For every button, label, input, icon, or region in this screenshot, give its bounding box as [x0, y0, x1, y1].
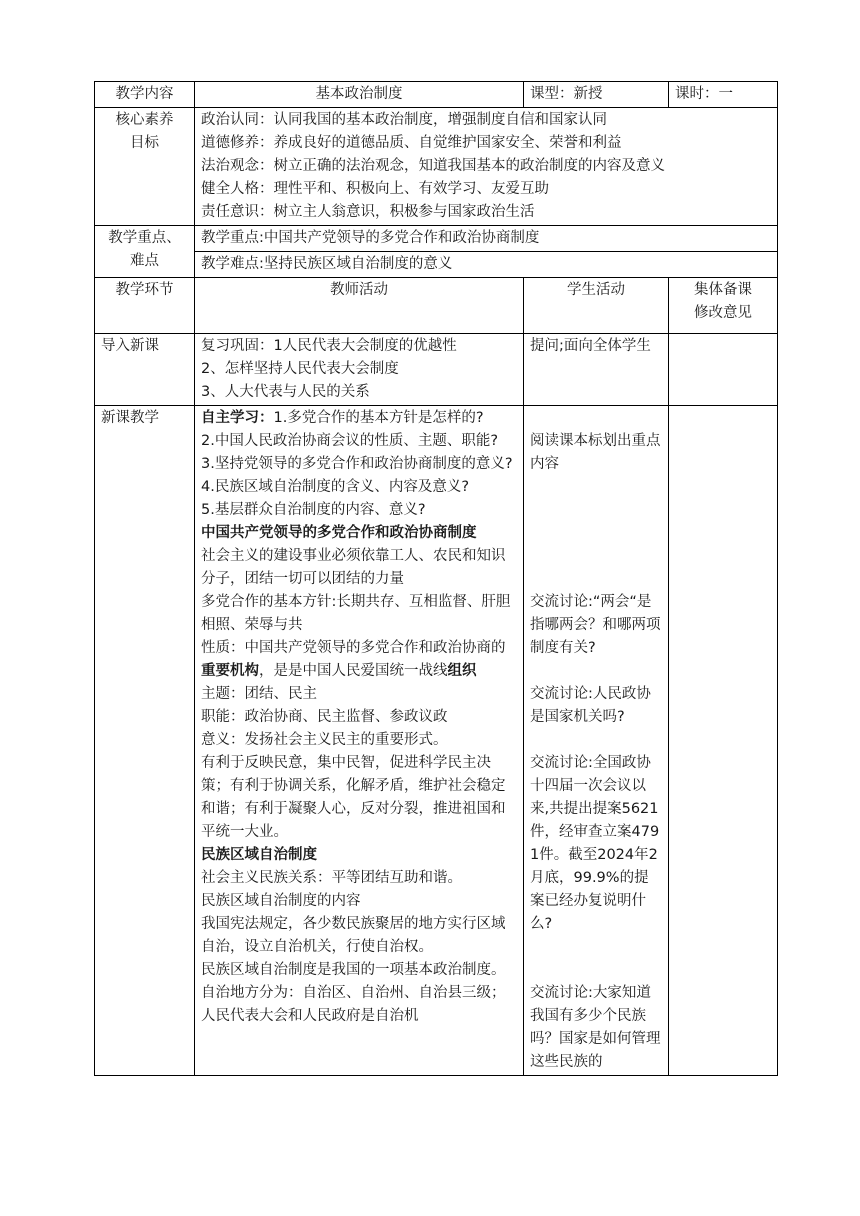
intro-student: 提问;面向全体学生 — [524, 334, 669, 406]
nature-text: 性质：中国共产党领导的多党合作和政治协商的 — [201, 640, 506, 656]
paragraph: 有利于反映民意，集中民智，促进科学民主决策；有利于协调关系，化解矛盾，维护社会稳定和谐；有利于凝聚人心，反对分裂，推进祖国和平统一大业。 — [201, 755, 506, 840]
paragraph: 职能：政治协商、民主监督、参政议政 — [201, 709, 448, 725]
intro-notes — [669, 334, 778, 406]
content-value: 基本政治制度 — [195, 82, 524, 108]
paragraph: 社会主义的建设事业必须依靠工人、农民和知识分子，团结一切可以团结的力量 — [201, 548, 506, 587]
new-lesson-student — [524, 406, 669, 1076]
section-title: 中国共产党领导的多党合作和政治协商制度 — [201, 525, 477, 541]
goal-item: 法治观念：树立正确的法治观念，知道我国基本的政治制度的内容及意义 — [201, 158, 665, 174]
paragraph: 社会主义民族关系：平等团结互助和谐。 — [201, 870, 462, 886]
student-activity: 阅读课本标划出重点内容 — [530, 433, 661, 472]
teacher-header: 教师活动 — [195, 278, 524, 334]
question-item: 3.坚持党领导的多党合作和政治协商制度的意义? — [201, 456, 513, 472]
goals-label-line1: 核心素养 — [115, 112, 174, 128]
paragraph: 意义：发扬社会主义民主的重要形式。 — [201, 732, 448, 748]
question-item: 4.民族区域自治制度的含义、内容及意义? — [201, 479, 470, 495]
lesson-type: 课型：新授 — [524, 82, 669, 108]
student-header: 学生活动 — [524, 278, 669, 334]
teaching-focus: 教学重点:中国共产党领导的多党合作和政治协商制度 — [195, 226, 778, 252]
keypoints-label-line2: 难点 — [130, 253, 159, 269]
notes-header — [669, 278, 778, 334]
keypoints-label — [95, 226, 195, 278]
column-header-row — [95, 278, 778, 334]
goals-list — [195, 108, 778, 226]
goal-item: 健全人格：理性平和、积极向上、有效学习、友爱互助 — [201, 181, 549, 197]
new-lesson-notes — [669, 406, 778, 1076]
paragraph: 自治地方分为：自治区、自治州、自治县三级；人民代表大会和人民政府是自治机 — [201, 985, 506, 1024]
question-item — [201, 407, 517, 430]
header-row — [95, 82, 778, 108]
intro-stage: 导入新课 — [95, 334, 195, 406]
new-lesson-stage: 新课教学 — [95, 406, 195, 1076]
teaching-difficulty: 教学难点:坚持民族区域自治制度的意义 — [195, 252, 778, 278]
keypoints-label-line1: 教学重点、 — [108, 230, 181, 246]
nature-emphasis: 组织 — [447, 663, 477, 679]
question-item: 5.基层群众自治制度的内容、意义? — [201, 502, 426, 518]
goal-item: 责任意识：树立主人翁意识，积极参与国家政治生活 — [201, 204, 535, 220]
paragraph: 主题：团结、民主 — [201, 686, 317, 702]
paragraph: 民族区域自治制度的内容 — [201, 893, 361, 909]
nature-text: ，是是中国人民爱国统一战线 — [259, 663, 448, 679]
lesson-period: 课时：一 — [669, 82, 778, 108]
section-title: 民族区域自治制度 — [201, 847, 317, 863]
focus-row — [95, 226, 778, 252]
student-activity: 交流讨论:大家知道我国有多少个民族吗？国家是如何管理这些民族的 — [530, 985, 661, 1070]
new-lesson-teacher — [195, 406, 524, 1076]
intro-teacher — [195, 334, 524, 406]
student-activity: 交流讨论:人民政协是国家机关吗? — [530, 686, 651, 725]
nature-emphasis: 重要机构 — [201, 663, 259, 679]
goal-item: 道德修养：养成良好的道德品质、自觉维护国家安全、荣誉和利益 — [201, 135, 622, 151]
notes-header-line2: 修改意见 — [694, 305, 752, 321]
paragraph: 民族区域自治制度是我国的一项基本政治制度。 — [201, 962, 506, 978]
intro-row — [95, 334, 778, 406]
difficulty-row — [95, 252, 778, 278]
intro-line: 2、怎样坚持人民代表大会制度 — [201, 361, 399, 377]
question-item: 2.中国人民政治协商会议的性质、主题、职能? — [201, 433, 499, 449]
goals-label — [95, 108, 195, 226]
lesson-plan-table — [94, 81, 778, 1076]
goals-label-line2: 目标 — [130, 135, 159, 151]
new-lesson-row — [95, 406, 778, 1076]
paragraph: 我国宪法规定，各少数民族聚居的地方实行区域自治，设立自治机关，行使自治权。 — [201, 916, 506, 955]
intro-line: 复习巩固：1人民代表大会制度的优越性 — [201, 338, 457, 354]
notes-header-line1: 集体备课 — [694, 282, 752, 298]
question-text: 1.多党合作的基本方针是怎样的? — [273, 410, 484, 426]
student-activity: 交流讨论:全国政协十四届一次会议以来,共提出提案5621件，经审查立案4791件。截至2024年2月底，99.9%的提案已经办复说明什么? — [530, 755, 660, 932]
intro-line: 3、人大代表与人民的关系 — [201, 384, 370, 400]
goal-item: 政治认同：认同我国的基本政治制度，增强制度自信和国家认同 — [201, 112, 607, 128]
student-activity: 交流讨论:“两会“是指哪两会？和哪两项制度有关? — [530, 594, 661, 656]
paragraph: 多党合作的基本方针:长期共存、互相监督、肝胆相照、荣辱与共 — [201, 594, 511, 633]
stage-header: 教学环节 — [95, 278, 195, 334]
self-study-label: 自主学习： — [201, 410, 274, 426]
goals-row — [95, 108, 778, 226]
nature-paragraph — [201, 637, 517, 683]
content-label: 教学内容 — [95, 82, 195, 108]
